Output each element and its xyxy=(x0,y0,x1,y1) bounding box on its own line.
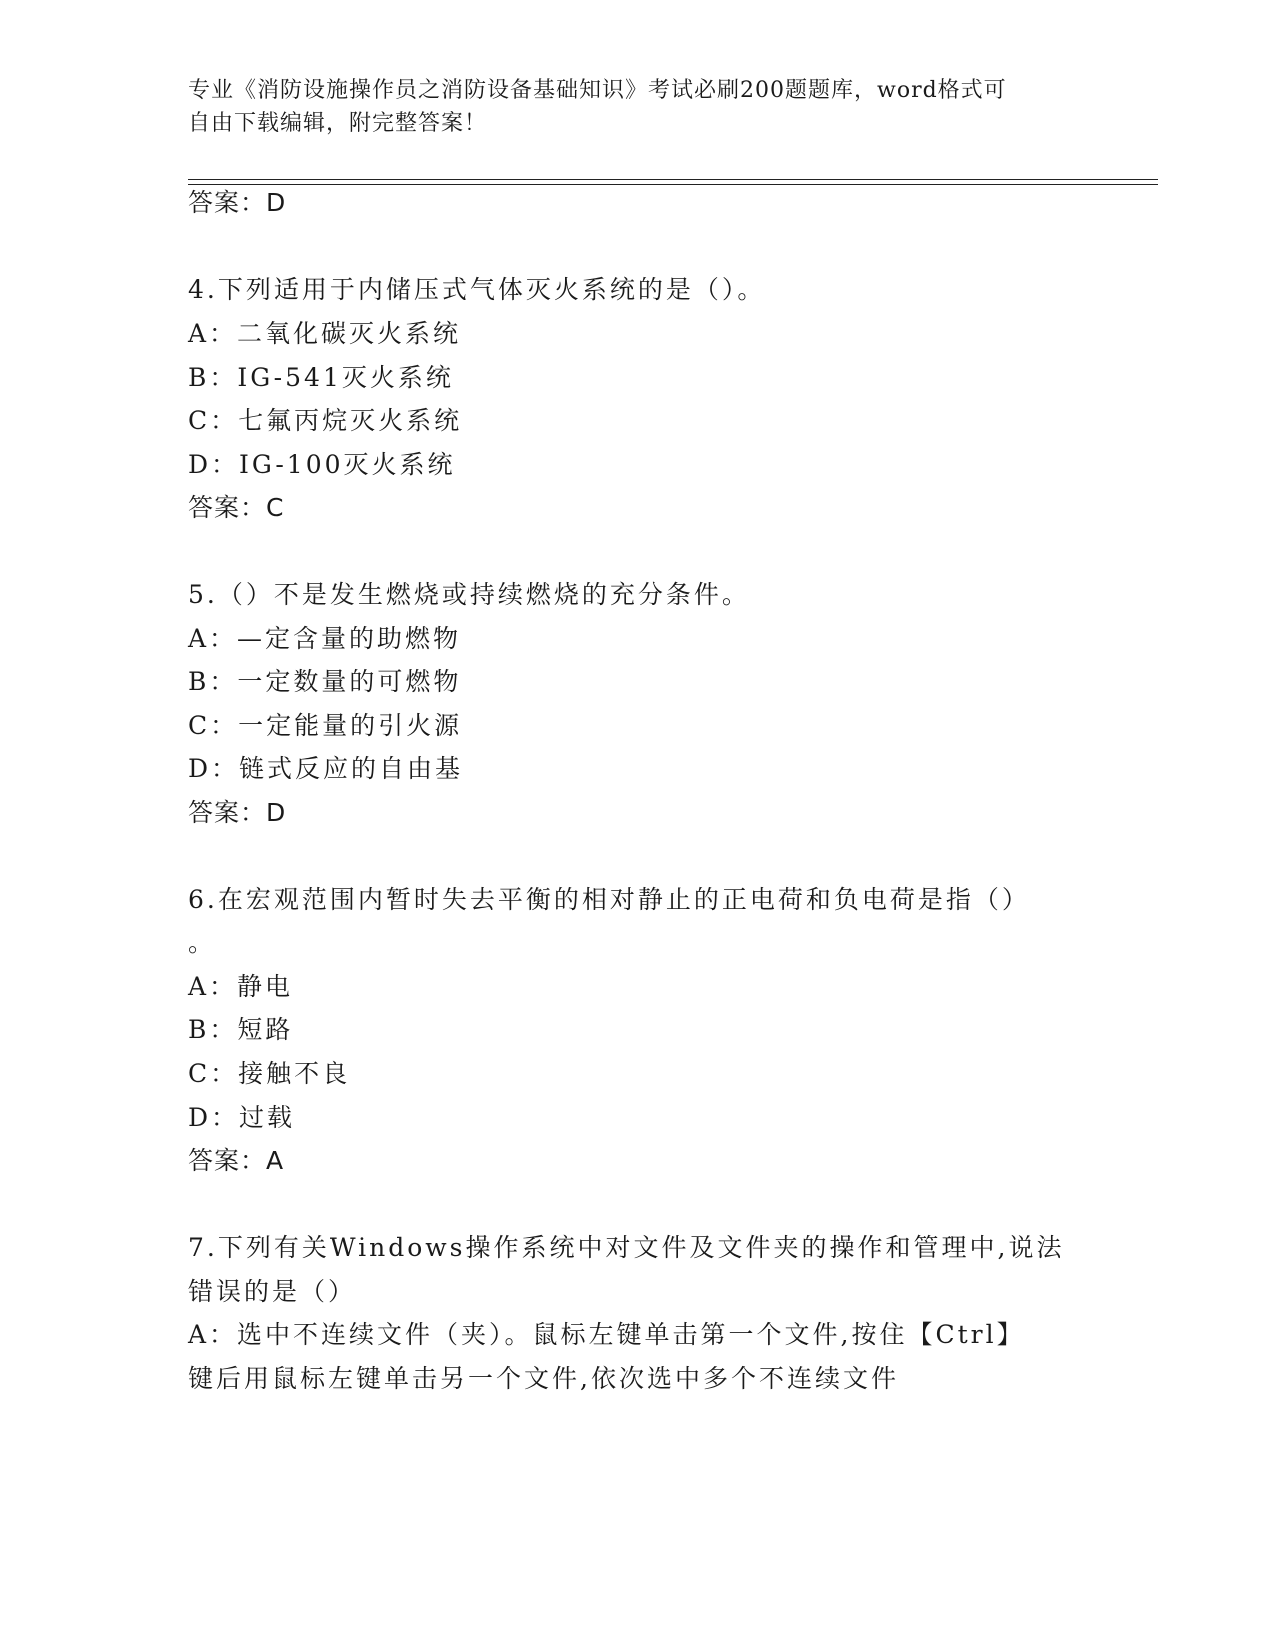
question-4-option-a: A：二氧化碳灭火系统 xyxy=(188,319,462,348)
header-divider-bottom xyxy=(188,184,1158,185)
answer-q5: 答案：D xyxy=(188,798,287,827)
question-4-option-d: D：IG-100灭火系统 xyxy=(188,450,456,479)
question-6-stem-line-1: 6.在宏观范围内暂时失去平衡的相对静止的正电荷和负电荷是指（） xyxy=(188,885,1030,914)
question-6-option-d: D：过载 xyxy=(188,1103,296,1132)
document-header xyxy=(188,74,1068,140)
question-7-option-a-line-1: A：选中不连续文件（夹）。鼠标左键单击第一个文件,按住【Ctrl】 xyxy=(188,1320,1025,1349)
header-divider-top xyxy=(188,179,1158,180)
answer-q4: 答案：C xyxy=(188,493,285,522)
question-7-stem-line-2: 错误的是（） xyxy=(188,1277,357,1306)
question-5-option-a: A：—定含量的助燃物 xyxy=(188,624,462,653)
question-7-stem-line-1: 7.下列有关Windows操作系统中对文件及文件夹的操作和管理中,说法 xyxy=(188,1233,1065,1262)
question-5-stem: 5.（）不是发生燃烧或持续燃烧的充分条件。 xyxy=(188,580,750,609)
question-6-option-b: B：短路 xyxy=(188,1015,294,1044)
question-5-option-d: D：链式反应的自由基 xyxy=(188,754,464,783)
answer-q3: 答案：D xyxy=(188,188,287,217)
header-line-1: 专业《消防设施操作员之消防设备基础知识》考试必刷200题题库，word格式可 xyxy=(188,78,1007,103)
question-4-option-c: C：七氟丙烷灭火系统 xyxy=(188,406,463,435)
question-6-option-a: A：静电 xyxy=(188,972,294,1001)
question-5-option-c: C：一定能量的引火源 xyxy=(188,711,463,740)
question-6-option-c: C：接触不良 xyxy=(188,1059,351,1088)
question-4-stem: 4.下列适用于内储压式气体灭火系统的是（）。 xyxy=(188,275,766,304)
header-line-2: 自由下载编辑，附完整答案！ xyxy=(188,111,488,136)
question-5-option-b: B：一定数量的可燃物 xyxy=(188,667,462,696)
answer-q6: 答案：A xyxy=(188,1146,285,1175)
question-6-stem-line-2: 。 xyxy=(188,928,217,957)
question-4-option-b: B：IG-541灭火系统 xyxy=(188,363,454,392)
question-7-option-a-line-2: 键后用鼠标左键单击另一个文件,依次选中多个不连续文件 xyxy=(188,1364,899,1393)
